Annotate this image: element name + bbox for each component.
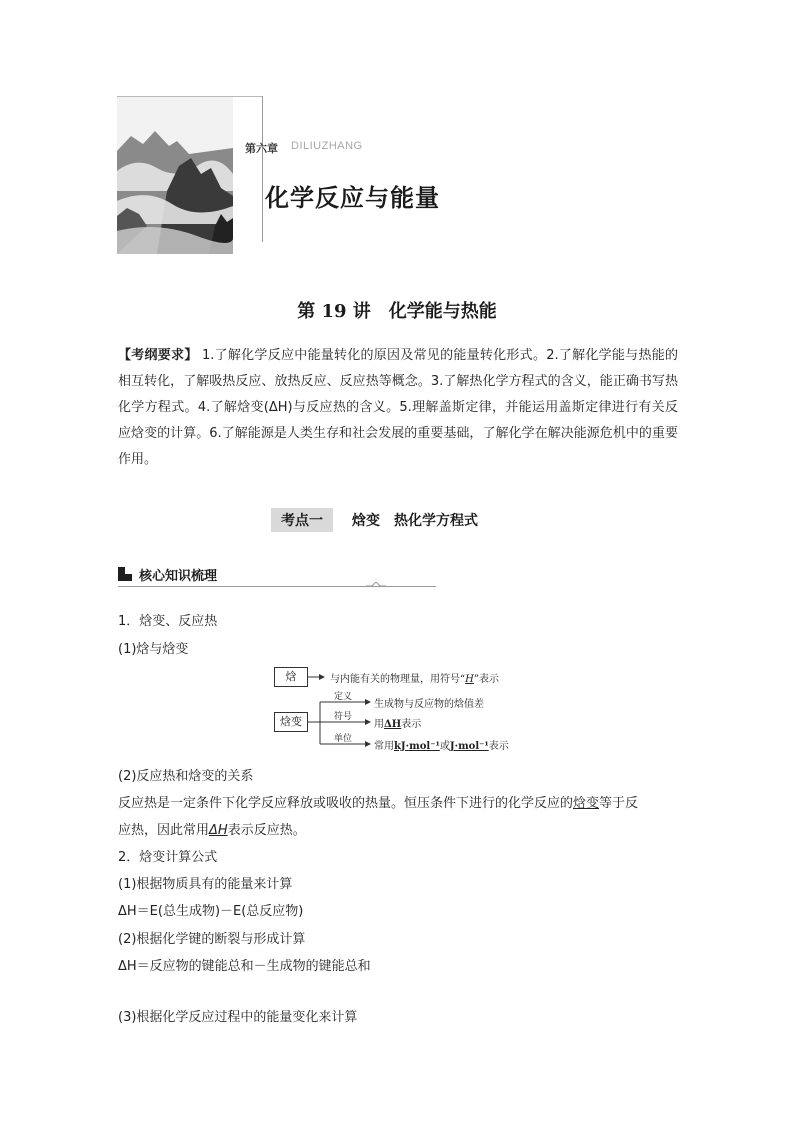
definition-label: 定义 [334, 692, 353, 702]
enthalpy-change-box: 焓变 [274, 712, 308, 732]
enthalpy-box: 焓 [274, 667, 308, 687]
banner-frame-top [117, 96, 263, 97]
item-2-1-heading: (1)根据物质具有的能量来计算 [118, 877, 293, 892]
formula-2: ΔH＝反应物的键能总和－生成物的键能总和 [118, 959, 371, 974]
chapter-pinyin: DILIUZHANG [291, 140, 363, 152]
item-2-2-heading: (2)根据化学键的断裂与形成计算 [118, 932, 306, 947]
syllabus-requirements [118, 343, 678, 473]
requirements-label: 【考纲要求】 [118, 348, 198, 363]
underline-notch-icon [366, 582, 386, 590]
definition-text: 生成物与反应物的焓值差 [374, 699, 484, 710]
relation-line-2: 应热，因此常用ΔH表示反应热。 [118, 823, 306, 838]
banner-frame-right [262, 96, 263, 242]
item-2-heading: 2．焓变计算公式 [118, 850, 218, 865]
chapter-number: 第六章 [245, 142, 278, 155]
knowledge-heading: 核心知识梳理 [139, 569, 218, 584]
mountain-illustration [117, 96, 233, 254]
requirements-text: 1.了解化学反应中能量转化的原因及常见的能量转化形式。2.了解化学能与热能的相互转化，了解吸热反应、放热反应、反应热等概念。3.了解热化学方程式的含义，能正确书写热化学方程式。4.了解焓变(ΔH)与反应热的含义。5.理解盖斯定律，并能运用盖斯定律进行有关反应焓变的计算。6.了解能源是人类生存和社会发展的重要基础，了解化学在解决能源危机中的重要作用。 [118, 348, 678, 467]
delta-h-symbol: ΔH [384, 719, 402, 730]
enthalpy-symbol: H [465, 674, 474, 685]
section-label: 考点一 [281, 513, 323, 529]
formula-1: ΔH＝E(总生成物)－E(总反应物) [118, 904, 304, 919]
item-1-1-heading: (1)焓与焓变 [118, 642, 189, 657]
symbol-label: 符号 [334, 712, 353, 722]
item-1-2-heading: (2)反应热和焓变的关系 [118, 769, 254, 784]
enthalpy-description: 与内能有关的物理量，用符号“H”表示 [330, 674, 499, 685]
unit-text: 常用kJ·mol⁻¹或J·mol⁻¹表示 [374, 741, 509, 752]
delta-h-underlined: ΔH [209, 823, 228, 838]
unit-kj: kJ·mol⁻¹ [394, 741, 440, 752]
chapter-landscape-image [117, 96, 233, 254]
enthalpy-change-underlined: 焓变 [573, 796, 600, 811]
knowledge-heading-underline [118, 586, 436, 587]
lecture-title: 第 19 讲 化学能与热能 [297, 301, 497, 322]
item-2-3-heading: (3)根据化学反应过程中的能量变化来计算 [118, 1010, 358, 1025]
unit-label: 单位 [334, 734, 353, 744]
section-title: 焓变 热化学方程式 [352, 513, 478, 529]
chapter-title: 化学反应与能量 [265, 184, 440, 212]
heading-square-icon-notch [125, 567, 132, 574]
item-1-heading: 1．焓变、反应热 [118, 614, 218, 629]
enthalpy-diagram [274, 666, 574, 756]
unit-j: J·mol⁻¹ [449, 741, 489, 752]
symbol-text: 用ΔH表示 [374, 719, 422, 730]
relation-line-1: 反应热是一定条件下化学反应释放或吸收的热量。恒压条件下进行的化学反应的焓变等于反 [118, 796, 639, 811]
